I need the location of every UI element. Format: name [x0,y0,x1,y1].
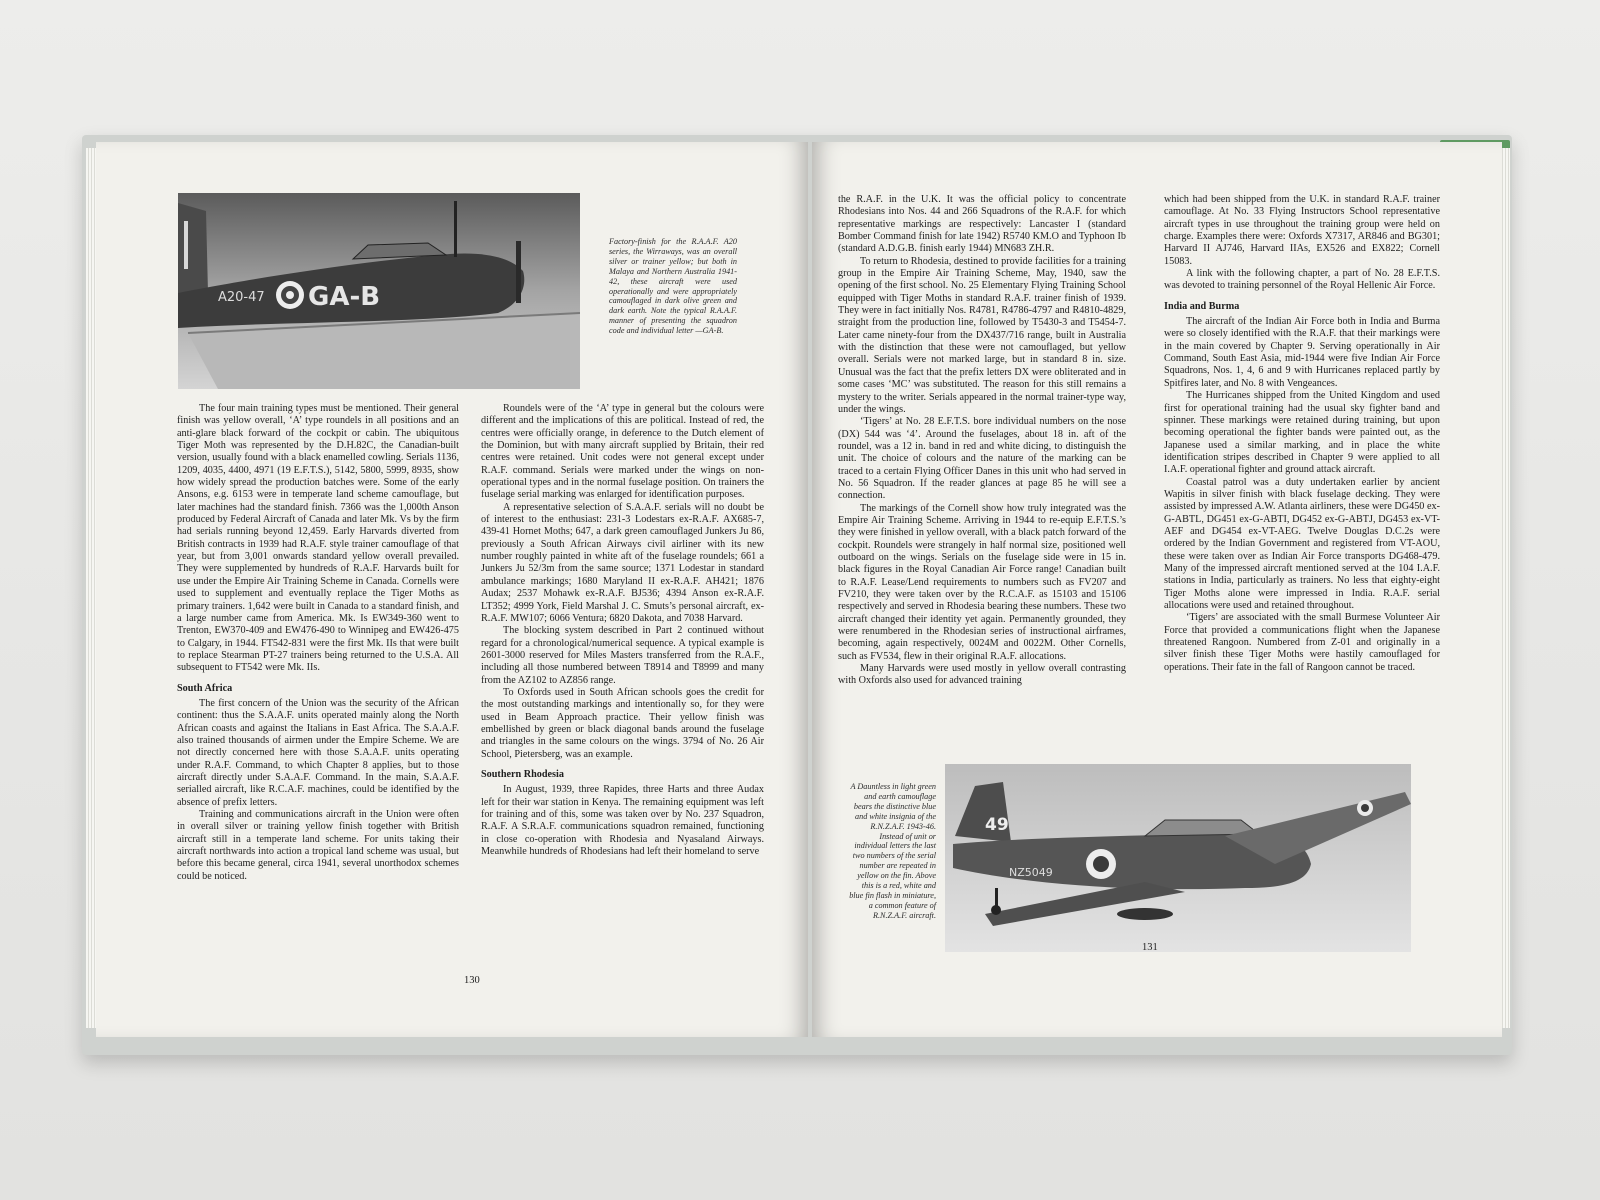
page-number: 131 [1142,942,1158,953]
paragraph: To Oxfords used in South African schools goes the credit for the most outstanding markings and intentionally so, for they were used in Beam Approach practice. Their yellow finish was embellished by green or black diagonal bands around the fuselage and triangles in the same colours on the wings. 3794 of No. 26 Air School, Pietersberg, was an example. [481,686,764,760]
aircraft-serial-marking: A20-47 [218,290,265,305]
wirraway-illustration [178,193,580,389]
section-heading-india-burma: India and Burma [1164,300,1240,312]
paragraph: In August, 1939, three Rapides, three Harts and three Audax left for their war station in Kenya. The remaining equipment was left for training and of this, some was taken over by No. 237 Squadron, R.A.F. A S.R.A.F. communications squadron remained, functioning in close co-operation with Rhodesia and Nyasaland Airways. Meanwhile hundreds of Rhodesians had left their homeland to serve [481,784,764,858]
paragraph: To return to Rhodesia, destined to provide facilities for a training group in the Empire Air Training Scheme, May, 1940, saw the opening of the first school. No. 25 Elementary Flying Training School equipped with Tiger Moths in standard R.A.F. trainer finish of 1939. They were in fact initially Nos. R4781, R4786-4797 and R4810-4829, straight from the production line, followed by T5430-3 and T5454-7. Later came ninety-four from the DX437/716 range, built in Australia with the distinction that these were not camouflaged, but yellow overall. Serials were not marked large, but in standard 8 in. size. Unusual was the fact that the prefix letters DX were obliterated and in some cases ‘MC’ was substituted. The reason for this still remains a mystery to the writer. Serials appeared in the normal trainer-type way, under the wings. [838,255,1126,415]
left-page-column-1 [177,403,459,883]
aircraft-code-marking: GA-B [308,282,381,312]
dauntless-illustration [945,764,1411,952]
paragraph: The Hurricanes shipped from the United Kingdom and used first for operational training had the usual sky fighter band and spinner. These markings were retained during training, but upon becoming operational the fighter bands were painted out, as the Japanese used a similar marking, and in place the white identification stripes described in Chapter 9 were applied to all I.A.F. operational fighter and ground attack aircraft. [1164,390,1440,476]
dauntless-photo-caption: A Dauntless in light green and earth camouflage bears the distinctive blue and white insignia of the R.N.Z.A.F. 1943-46. Instead of unit or individual letters the last two numbers of the serial number are repeated in yellow on the fin. Above this is a red, white and blue fin flash in miniature, a common feature of R.N.Z.A.F. aircraft. [849,782,936,920]
paragraph: ‘Tigers’ are associated with the small Burmese Volunteer Air Force that provided a communications flight when the Japanese threatened Rangoon. Numbered from Z-01 and originally in a silver finish these Tiger Moths were hastily camouflaged for operations. Their fate in the fall of Rangoon cannot be traced. [1164,612,1440,673]
page-number: 130 [464,975,480,986]
wirraway-photo [178,193,580,389]
dauntless-photo [945,764,1411,952]
paragraph: which had been shipped from the U.K. in standard R.A.F. trainer camouflage. At No. 33 Flying Instructors School representative aircraft types in use throughout the training group were held on charge. Examples there were: Oxfords X7317, AR846 and BG301; Harvard II AJ746, Harvard IIAs, EX526 and EX822; Cornell 15083. [1164,194,1440,267]
paragraph: A representative selection of S.A.A.F. serials will no doubt be of interest to the enthusiast: 231-3 Lodestars ex-R.A.F. AX685-7, 439-41 Hornet Moths; 647, a dark green camouflaged Junkers Ju 86, previously a South African Airways civil airliner with its new number roughly painted in white aft of the fuselage roundels; 661 a Junkers Ju 52/3m from the same source; 1371 Lodestar in standard ambulance markings; 1680 Maryland II ex-R.A.F. AH421; 1876 Audax; 2537 Mohawk ex-R.A.F. BJ536; 4394 Anson ex-R.A.F. LT352; 4999 York, Field Marshal J. C. Smuts’s personal aircraft, ex-R.A.F. MW107; 6066 Ventura; 6820 Dakota, and 7038 Harvard. [481,501,764,624]
paragraph: The blocking system described in Part 2 continued without regard for a chronological/numerical sequence. A typical example is 2601-3000 reserved for Miles Masters transferred from the R.A.F., including all those numbered between T8914 and T8999 and many from the AZ102 to AZ856 range. [481,625,764,686]
fin-number-marking: 49 [985,815,1009,835]
right-page-column-2 [1164,194,1440,674]
paragraph: Roundels were of the ‘A’ type in general but the colours were different and the implications of this are political. Instead of red, the centres were officially orange, in deference to the Dutch element of the Dominion, but with many aircraft supplied by Britain, their red centres were retained. Unit codes were not general except under R.A.F. command. Serials were marked under the wings on non-operational types and in the normal fuselage position. On trainers the fuselage serial marking was enlarged for identification purposes. [481,403,764,501]
paragraph: The aircraft of the Indian Air Force both in India and Burma were so closely identified with the R.A.F. that their markings were in the main covered by Chapter 9. Serving operationally in Air Command, South East Asia, mid-1944 were five Indian Air Force Squadrons, Nos. 1, 4, 6 and 9 with Hurricanes replaced partly by Spitfires later, and No. 8 with Vengeances. [1164,316,1440,389]
wirraway-photo-caption: Factory-finish for the R.A.A.F. A20 series, the Wirraways, was an overall silver or trainer yellow; but both in Malaya and Northern Australia 1941-42, these aircraft were used operationally and were appropriately camouflaged in dark olive green and dark earth. Note the typical R.A.A.F. manner of presenting the squadron code and individual letter —GA-B. [609,237,737,336]
right-page [812,142,1502,1037]
section-heading-south-africa: South Africa [177,682,233,694]
aircraft-serial-marking: NZ5049 [1009,866,1053,879]
paragraph: Many Harvards were used mostly in yellow overall contrasting with Oxfords also used for advanced training [838,663,1126,687]
paragraph: A link with the following chapter, a part of No. 28 E.F.T.S. was devoted to training personnel of the Royal Hellenic Air Force. [1164,268,1440,292]
section-heading-southern-rhodesia: Southern Rhodesia [481,768,564,780]
paragraph: The markings of the Cornell show how truly integrated was the Empire Air Training Scheme. Arriving in 1944 to re-equip E.F.T.S.’s they were finished in yellow overall, with a black patch forward of the cockpit. Roundels were strangely in half normal size, positioned well outboard on the wings. Serials on the fuselage side were in 15 in. black figures in the Royal Canadian Air Force range! Canadian built to R.A.F. Lease/Lend requirements to numbers such as FV207 and FV210, they were taken over by the R.C.A.F. as 15103 and 15106 respectively and served in Rhodesia bearing these numbers. These two aircraft changed their identity yet again. Permanently grounded, they were renumbered in the Rhodesian series of instructional airframes, becoming, again respectively, 0024M and 0022M. Other Cornells, such as FV534, flew in their original R.A.F. allocations. [838,502,1126,662]
paragraph: The first concern of the Union was the security of the African continent: thus the S.A.A.F. units operated mainly along the North African coasts and against the Italians in East Africa. The S.A.A.F. also trained thousands of airmen under the Empire Scheme. We are not directly concerned here with those S.A.A.F. units operating under R.A.F. Command, to which Chapter 8 applies, but to those aircraft directly under S.A.A.F. Command. In the main, S.A.A.F. serialled aircraft, like R.C.A.F. machines, could be identified by the absence of prefix letters. [177,697,459,808]
paragraph: ‘Tigers’ at No. 28 E.F.T.S. bore individual numbers on the nose (DX) 544 was ‘4’. Around the fuselages, about 18 in. aft of the roundel, was a 12 in. band in red and white dicing, to distinguish the unit. The choice of colours and the nature of the marking can be traced to a certain Flying Officer Danes in this unit who had served in No. 56 Squadron. If the reader glances at page 85 he will see a connection. [838,416,1126,502]
paragraph: The four main training types must be mentioned. Their general finish was yellow overall, ‘A’ type roundels in all positions and an anti-glare black forward of the cockpit or cabin. The ubiquitous Tiger Moth was represented by the D.H.82C, the Canadian-built version, usually found with a black enamelled cowling. Serials 1136, 1209, 4035, 4400, 4971 (19 E.F.T.S.), 5142, 5800, 5999, 8935, show how widely spread the production batches were. Some of the early Ansons, e.g. 6153 were in temperate land scheme camouflage, but later machines had the standard finish. 7366 was the 1,000th Anson produced by Federal Aircraft of Canada and later Mk. Vs by the firm had serials running beyond 12,459. Early Harvards diverted from British contracts in 1939 had R.A.F. style trainer camouflage of that year, but from 3,001 onwards standard yellow overall prevailed. They were supplemented by hundreds of R.A.F. Harvards built for use under the Empire Air Training Scheme in Canada. Cornells were used to supplement and eventually replace the Tiger Moths as primary trainers. 1,642 were built in Canada to a standard finish, and a large number came from America. Mk. Is EW349-360 went to Trenton, EW370-409 and EW476-490 to Winnipeg and EW426-475 to Calgary, in 1944. FT542-831 were the first Mk. IIs that were built to replace Stearman PT-27 trainers being returned to the U.S.A. All subsequent to FT542 were Mk. IIs. [177,403,459,674]
paragraph: Coastal patrol was a duty undertaken earlier by ancient Wapitis in silver finish with black fuselage decking. They were assisted by impressed A.W. Atlanta airliners, these were DG450 ex-G-ABTL, DG451 ex-G-ABTI, DG452 ex-G-ABTJ, DG453 ex-VT-AEF and DG454 ex-VT-AEG. Twelve Douglas D.C.2s were ordered by the Indian Government and registered from VT-AOU, these were taken over as Indian Air Force transports DG468-479. Many of the impressed aircraft mentioned served at the 104 I.A.F. stations in India, particularly as trainers. No less that eighty-eight Tiger Moths alone were impressed in India. R.A.F. serial allocations were used and retained throughout. [1164,476,1440,611]
paragraph: the R.A.F. in the U.K. It was the official policy to concentrate Rhodesians into Nos. 44 and 266 Squadrons of the R.A.F. for which representative markings are respectively: Lancaster I (standard Bomber Command finish for late 1942) R5740 KM.O and Typhoon Ib (standard A.D.G.B. finish early 1944) MN683 ZH.R. [838,194,1126,255]
left-page [96,142,808,1037]
left-page-column-2 [481,403,764,858]
right-page-column-1 [838,194,1126,688]
paragraph: Training and communications aircraft in the Union were often in overall silver or training yellow finish together with British aircraft still in a temperate land scheme. For units taking their aircraft northwards into action a tropical land scheme was usual, but before this became general, circa 1941, several unorthodox schemes could be noticed. [177,809,459,882]
